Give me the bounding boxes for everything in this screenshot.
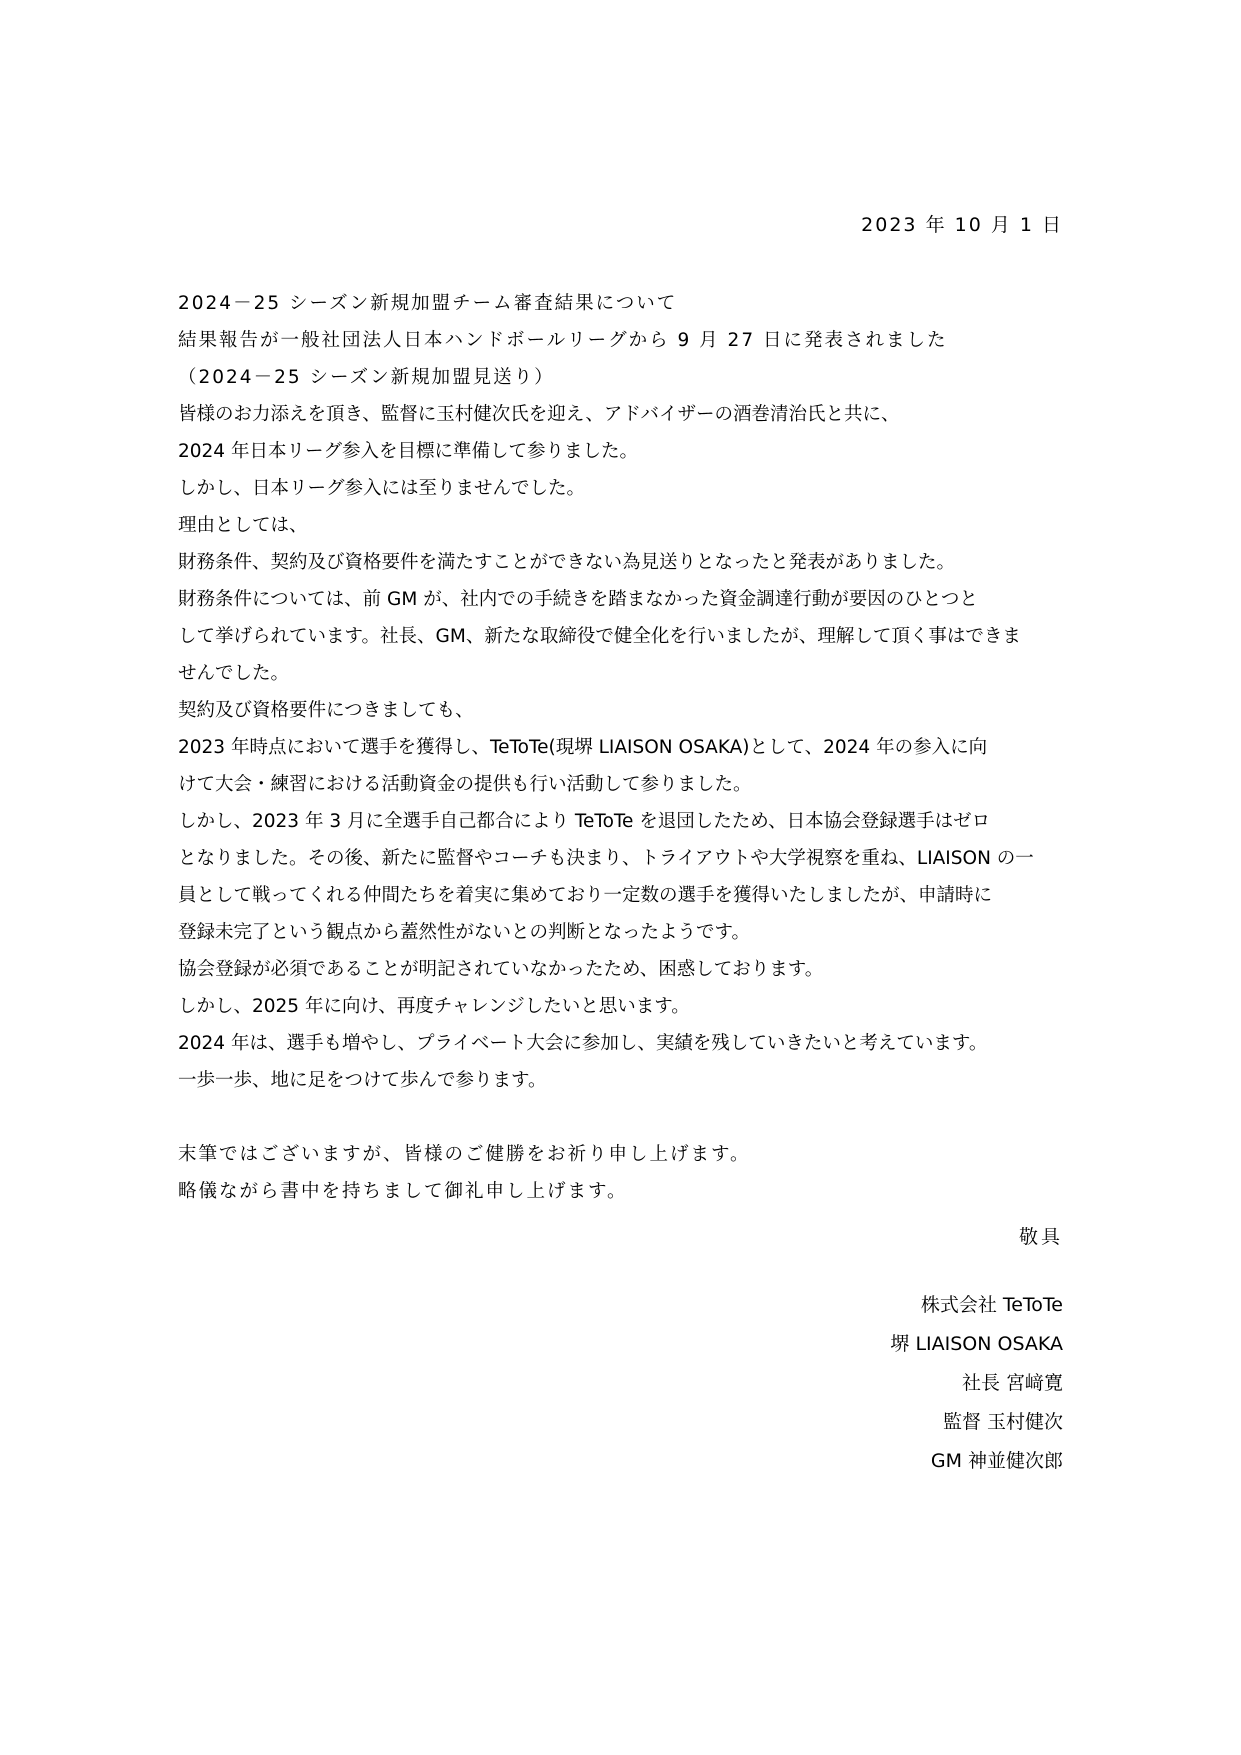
body-line: しかし、2023 年 3 月に全選手自己都合により TeToTe を退団したため、日本協会登録選手はゼロ <box>178 811 991 832</box>
announcement-line: 結果報告が一般社団法人日本ハンドボールリーグから 9 月 27 日に発表されました <box>178 330 948 351</box>
letter-body <box>178 285 1068 1210</box>
paragraph-gap <box>178 1099 1068 1136</box>
body-line: 一歩一歩、地に足をつけて歩んで参ります。 <box>178 1070 547 1091</box>
body-line: 2023 年時点において選手を獲得し、TeToTe(現堺 LIAISON OSAKA)として、2024 年の参入に向 <box>178 737 988 758</box>
result-note: （2024－25 シーズン新規加盟見送り） <box>178 367 555 388</box>
body-line: 財務条件については、前 GM が、社内での手続きを踏まなかった資金調達行動が要因のひとつと <box>178 589 978 610</box>
body-line: 登録未完了という観点から蓋然性がないとの判断となったようです。 <box>178 922 751 943</box>
body-line: 契約及び資格要件につきましても、 <box>178 700 474 721</box>
letter-title: 2024－25 シーズン新規加盟チーム審査結果について <box>178 293 678 314</box>
signature-president: 社長 宮﨑寛 <box>961 1372 1063 1394</box>
body-line: となりました。その後、新たに監督やコーチも決まり、トライアウトや大学視察を重ね、LIAISON の一 <box>178 848 1034 869</box>
body-line: 協会登録が必須であることが明記されていなかったため、困惑しております。 <box>178 959 824 980</box>
letter-date: 2023 年 10 月 1 日 <box>861 214 1063 236</box>
body-line: しかし、日本リーグ参入には至りませんでした。 <box>178 478 586 499</box>
signature-company: 株式会社 TeToTe <box>920 1294 1063 1316</box>
closing-line: 略儀ながら書中を持ちまして御礼申し上げます。 <box>178 1181 628 1202</box>
signature-team: 堺 LIAISON OSAKA <box>890 1333 1063 1355</box>
signature-coach: 監督 玉村健次 <box>942 1411 1063 1433</box>
body-line: 員として戦ってくれる仲間たちを着実に集めており一定数の選手を獲得いたしましたが、申請時に <box>178 885 993 906</box>
body-line: 2024 年日本リーグ参入を目標に準備して参りました。 <box>178 441 638 462</box>
body-line: けて大会・練習における活動資金の提供も行い活動して参りました。 <box>178 774 752 795</box>
body-line: 皆様のお力添えを頂き、監督に玉村健次氏を迎え、アドバイザーの酒巻清治氏と共に、 <box>178 404 900 425</box>
signature-gm: GM 神並健次郎 <box>930 1450 1063 1472</box>
body-line: しかし、2025 年に向け、再度チャレンジしたいと思います。 <box>178 996 690 1017</box>
body-line: 2024 年は、選手も増やし、プライベート大会に参加し、実績を残していきたいと考えています。 <box>178 1033 988 1054</box>
body-line: 財務条件、契約及び資格要件を満たすことができない為見送りとなったと発表がありました。 <box>178 552 956 573</box>
signature-block <box>890 1286 1063 1481</box>
body-line: 理由としては、 <box>178 515 308 536</box>
body-line: せんでした。 <box>178 663 290 684</box>
sign-off: 敬具 <box>1018 1226 1063 1248</box>
body-line: して挙げられています。社長、GM、新たな取締役で健全化を行いましたが、理解して頂く事はできま <box>178 626 1021 647</box>
closing-line: 末筆ではございますが、皆様のご健勝をお祈り申し上げます。 <box>178 1144 751 1165</box>
